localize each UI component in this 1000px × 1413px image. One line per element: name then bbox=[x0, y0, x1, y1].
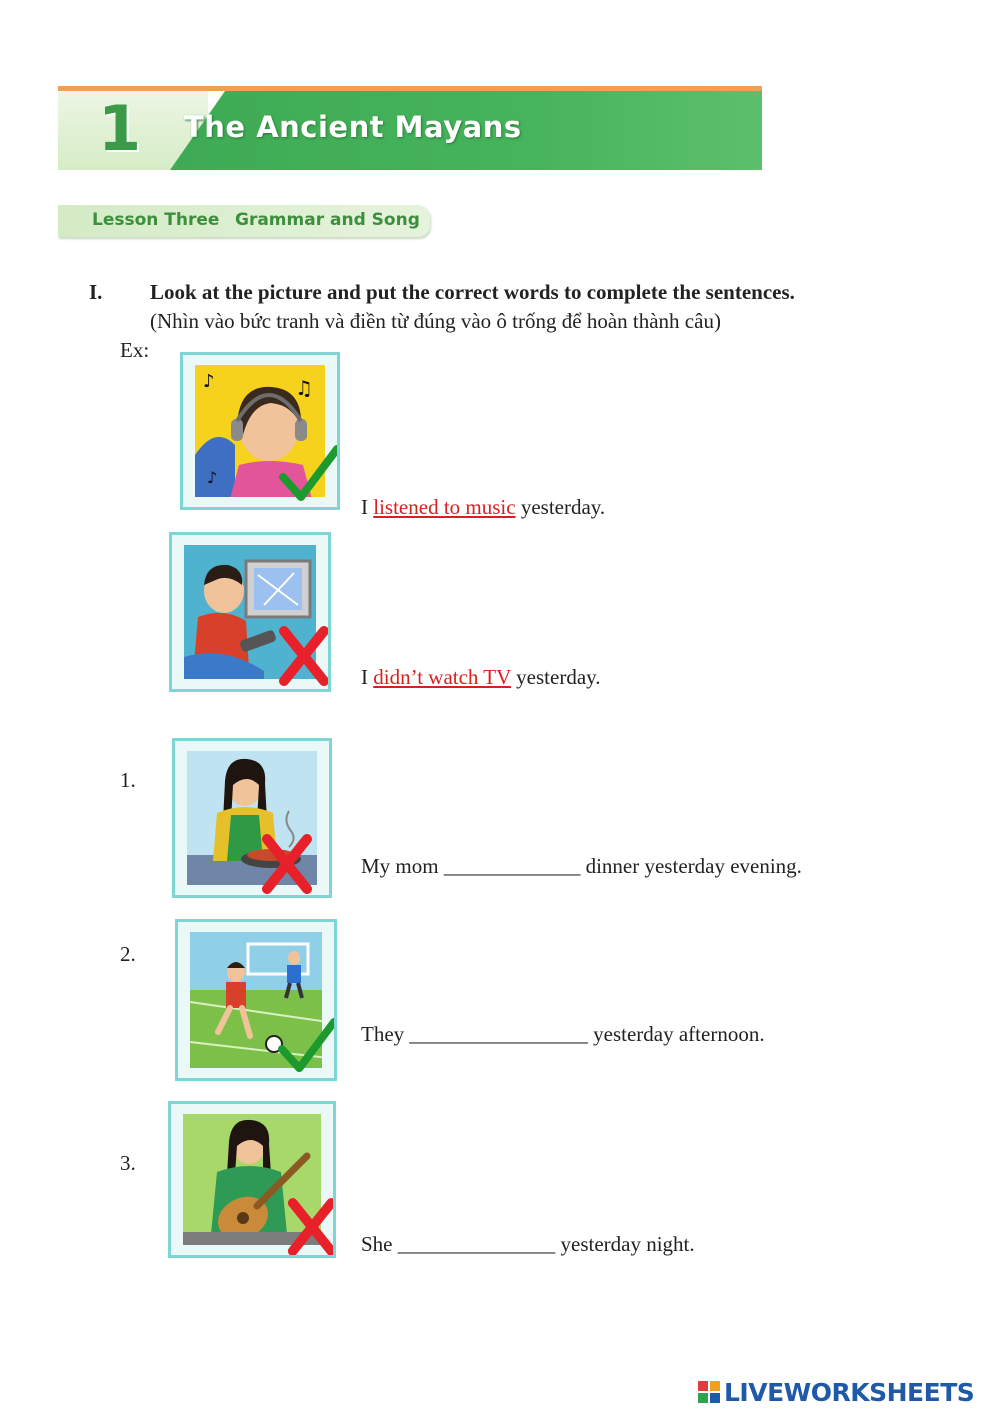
item-number-1: 1. bbox=[120, 768, 136, 792]
exercise-instruction-vi: (Nhìn vào bức tranh và điền từ đúng vào ô trống để hoàn thành câu) bbox=[150, 309, 721, 333]
picture-soccer bbox=[175, 919, 337, 1081]
check-icon bbox=[278, 1016, 337, 1076]
example-answer-1: listened to music bbox=[373, 495, 516, 519]
example-sentence-2: I didn’t watch TV yesterday. bbox=[361, 665, 601, 689]
picture-listening-music bbox=[180, 352, 340, 510]
svg-text:♪: ♪ bbox=[207, 468, 218, 487]
picture-cooking bbox=[172, 738, 332, 898]
lesson-topic: Grammar and Song bbox=[235, 210, 420, 230]
cross-icon bbox=[259, 833, 315, 895]
check-icon bbox=[279, 443, 340, 505]
lesson-label: Lesson Three bbox=[92, 210, 220, 230]
unit-banner bbox=[58, 86, 762, 170]
exercise-instruction: Look at the picture and put the correct words to complete the sentences. bbox=[150, 280, 795, 304]
item-sentence-1: My mom _____________ dinner yesterday evening. bbox=[361, 854, 802, 878]
cross-icon bbox=[285, 1196, 336, 1258]
liveworksheets-logo-text: LIVEWORKSHEETS bbox=[724, 1378, 975, 1407]
item-number-3: 3. bbox=[120, 1151, 136, 1175]
liveworksheets-logo-icon bbox=[698, 1381, 720, 1403]
cross-icon bbox=[276, 625, 331, 687]
unit-number: 1 bbox=[98, 92, 142, 165]
svg-text:♪: ♪ bbox=[203, 371, 215, 392]
picture-watching-tv bbox=[169, 532, 331, 692]
item-number-2: 2. bbox=[120, 942, 136, 966]
item-sentence-2: They _________________ yesterday afternoon. bbox=[361, 1022, 765, 1046]
example-sentence-1: I listened to music yesterday. bbox=[361, 495, 606, 519]
picture-guitar bbox=[168, 1101, 336, 1258]
svg-text:♫: ♫ bbox=[295, 376, 313, 400]
unit-title: The Ancient Mayans bbox=[184, 110, 522, 144]
example-label: Ex: bbox=[120, 338, 150, 362]
exercise-numeral: I. bbox=[89, 280, 103, 304]
item-sentence-3: She _______________ yesterday night. bbox=[361, 1232, 695, 1256]
example-answer-2: didn’t watch TV bbox=[373, 665, 511, 689]
lesson-strip bbox=[58, 205, 430, 237]
